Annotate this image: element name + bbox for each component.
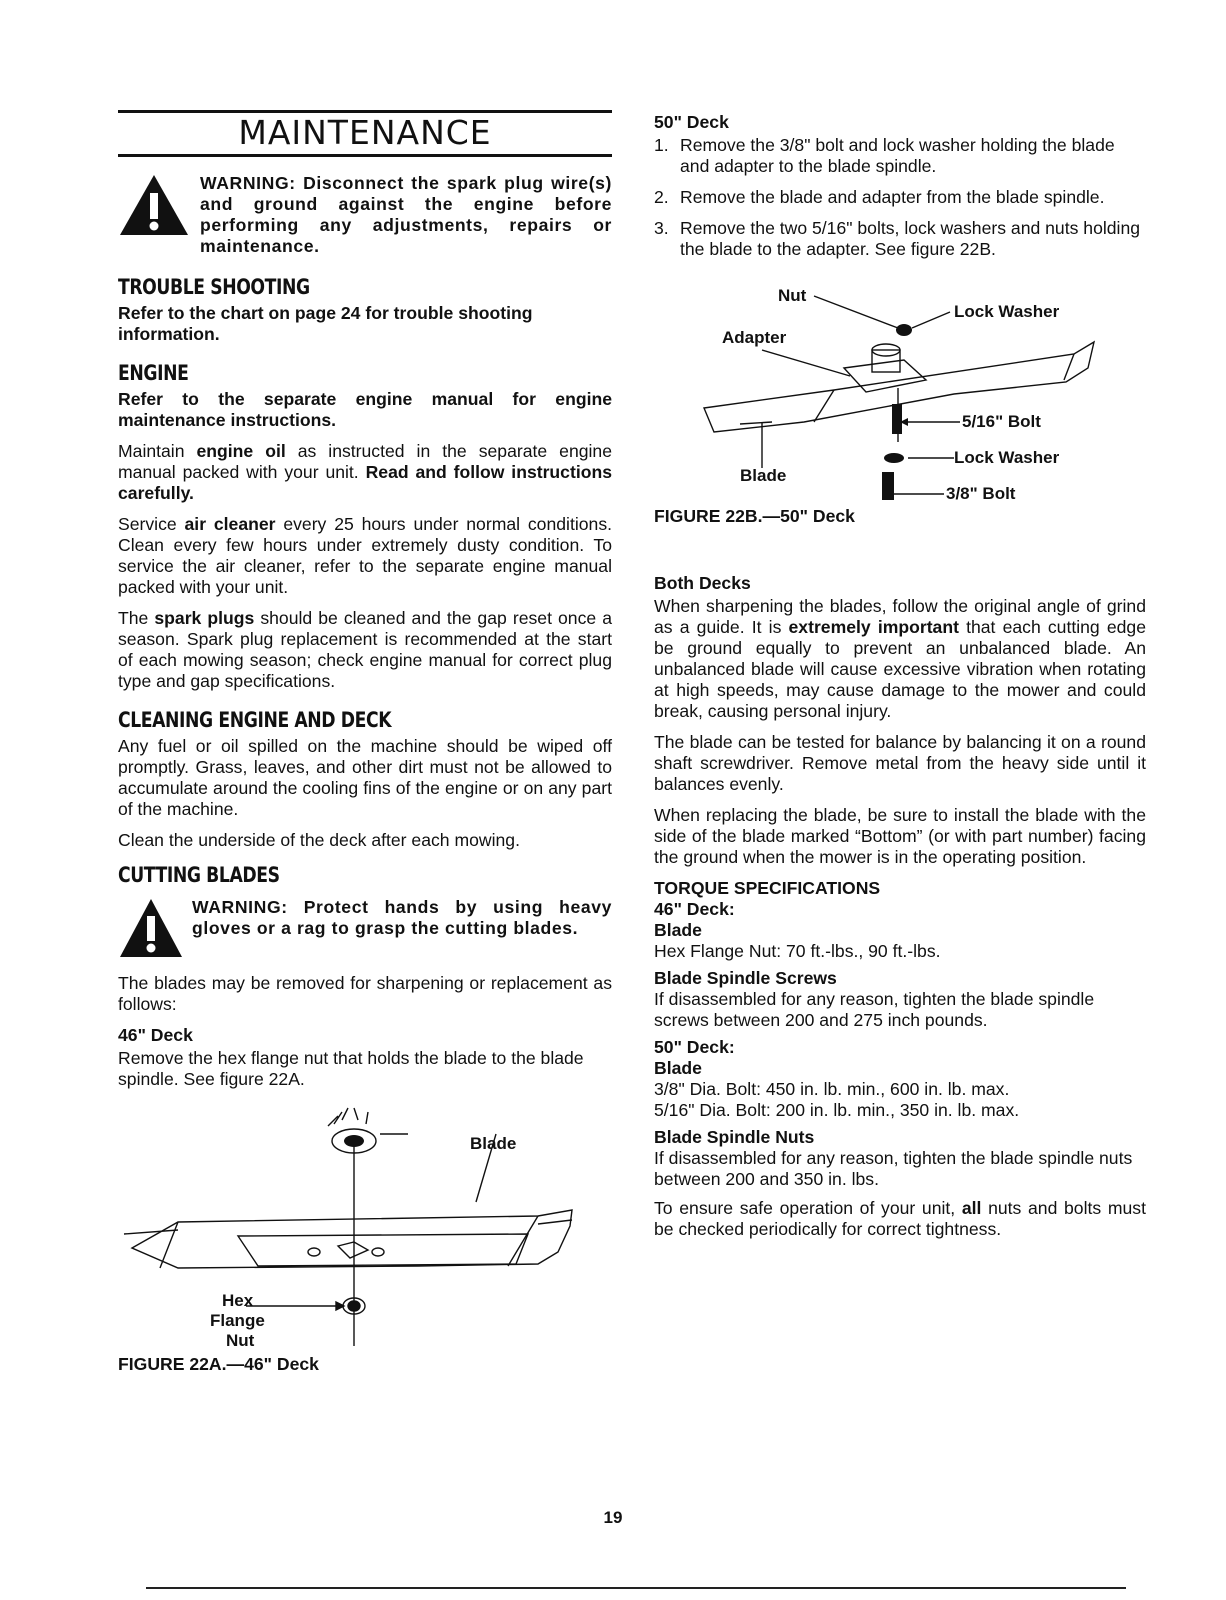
figure-22b-caption: FIGURE 22B.—50" Deck bbox=[654, 506, 855, 526]
list-item: 3. Remove the two 5/16" bolts, lock washers and nuts holding the blade to the adapter. See figure 22B. bbox=[654, 218, 1141, 259]
cleaning-heading: CLEANING ENGINE AND DECK bbox=[118, 708, 392, 732]
spindle-screws-heading: Blade Spindle Screws bbox=[654, 968, 837, 988]
fig22b-lock-washer-top-label: Lock Washer bbox=[954, 302, 1060, 321]
title-rule-bottom bbox=[118, 154, 612, 157]
fig22b-bolt38-label: 3/8" Bolt bbox=[946, 484, 1016, 503]
torque-hex-nut: Hex Flange Nut: 70 ft.-lbs., 90 ft.-lbs. bbox=[654, 941, 941, 961]
blade-46-diagram bbox=[118, 1106, 612, 1346]
fig22b-blade-label: Blade bbox=[740, 466, 787, 485]
cleaning-text: Any fuel or oil spilled on the machine should be wiped off promptly. Grass, leaves, and other dirt must not be allowed to accumulate around the cooling fins of the engine or on any part of the machine. bbox=[118, 736, 612, 819]
figure-22a bbox=[118, 1106, 612, 1350]
cutting-blades-heading: CUTTING BLADES bbox=[118, 863, 280, 887]
spindle-screws-text: If disassembled for any reason, tighten the blade spindle screws between 200 and 275 inch pounds. bbox=[654, 989, 1095, 1030]
figure-22a-caption: FIGURE 22A.—46" Deck bbox=[118, 1354, 319, 1374]
clean-underside-text: Clean the underside of the deck after each mowing. bbox=[118, 830, 520, 850]
torque-bolt-38: 3/8" Dia. Bolt: 450 in. lb. min., 600 in. lb. max. bbox=[654, 1079, 1010, 1099]
torque-50-deck: 50" Deck: bbox=[654, 1037, 735, 1057]
warning-triangle-icon bbox=[118, 173, 190, 237]
fig22b-lock-washer-label: Lock Washer bbox=[954, 448, 1060, 467]
deck-50-heading: 50" Deck bbox=[654, 112, 729, 132]
torque-46-blade: Blade bbox=[654, 920, 702, 940]
warning-gloves-text: WARNING: Protect hands by using heavy gloves or a rag to grasp the cutting blades. bbox=[192, 897, 612, 938]
final-safety-text: To ensure safe operation of your unit, all nuts and bolts must be checked periodically for correct tightness. bbox=[654, 1198, 1146, 1239]
engine-intro: Refer to the separate engine manual for engine maintenance instructions. bbox=[118, 389, 612, 430]
torque-bolt-516: 5/16" Dia. Bolt: 200 in. lb. min., 350 in. lb. max. bbox=[654, 1100, 1020, 1120]
both-decks-heading: Both Decks bbox=[654, 573, 751, 593]
air-cleaner-text: Service air cleaner every 25 hours under normal conditions. Clean every few hours under extremely dusty condition. To service the air cleaner, refer to the separate engine manual packed with your unit. bbox=[118, 514, 613, 597]
deck-50-steps bbox=[654, 135, 1146, 260]
deck-46-heading: 46" Deck bbox=[118, 1025, 193, 1045]
fig22b-adapter-label: Adapter bbox=[722, 328, 787, 347]
warning-gloves bbox=[118, 897, 612, 959]
list-item: 1. Remove the 3/8" bolt and lock washer holding the blade and adapter to the blade spindle. bbox=[654, 135, 1115, 176]
figure-22b bbox=[654, 272, 1146, 502]
fig22a-blade-label: Blade bbox=[470, 1134, 517, 1153]
fig22b-nut-label: Nut bbox=[778, 286, 807, 305]
balance-text: The blade can be tested for balance by balancing it on a round shaft screwdriver. Remove metal from the heavy side until it balances evenly. bbox=[654, 732, 1146, 794]
replacing-text: When replacing the blade, be sure to install the blade with the side of the blade marked “Bottom” (or with part number) facing the ground when the mower is in the operating position. bbox=[654, 805, 1146, 867]
torque-50-blade: Blade bbox=[654, 1058, 702, 1078]
spindle-nuts-text: If disassembled for any reason, tighten the blade spindle nuts between 200 and 350 in. lbs. bbox=[654, 1148, 1133, 1189]
fig22a-nut-label: Nut bbox=[226, 1331, 255, 1350]
trouble-shooting-heading: TROUBLE SHOOTING bbox=[118, 275, 310, 299]
page-number: 19 bbox=[603, 1508, 623, 1527]
blade-50-diagram bbox=[654, 272, 1146, 502]
torque-46-deck: 46" Deck: bbox=[654, 899, 735, 919]
list-item: 2. Remove the blade and adapter from the blade spindle. bbox=[654, 187, 1105, 207]
engine-oil-text: Maintain engine oil as instructed in the separate engine manual packed with your unit. Read and follow instructions carefully. bbox=[118, 441, 612, 503]
right-column bbox=[654, 100, 1146, 1240]
both-decks-text: When sharpening the blades, follow the original angle of grind as a guide. It is extremely important that each cutting edge be ground equally to prevent an unbalanced blade. An unbalanced blade will cause excessive vibration when rotating at high speeds, may cause damage to the mower and could break, causing personal injury. bbox=[654, 596, 1147, 721]
cutting-intro: The blades may be removed for sharpening or replacement as follows: bbox=[118, 973, 612, 1014]
fig22a-flange-label: Flange bbox=[210, 1311, 265, 1330]
deck-46-text: Remove the hex flange nut that holds the blade to the blade spindle. See figure 22A. bbox=[118, 1048, 584, 1089]
spindle-nuts-heading: Blade Spindle Nuts bbox=[654, 1127, 815, 1147]
footer-rule bbox=[146, 1587, 1126, 1589]
warning-disconnect-text: WARNING: Disconnect the spark plug wire(s) and ground against the engine before performing any adjustments, repairs or maintenance. bbox=[200, 173, 612, 256]
left-column bbox=[118, 100, 612, 1375]
spark-plugs-text: The spark plugs should be cleaned and the gap reset once a season. Spark plug replacement is recommended at the start of each mowing season; check engine manual for correct plug type and gap specifications. bbox=[118, 608, 612, 691]
engine-heading: ENGINE bbox=[118, 361, 189, 385]
page-title: MAINTENANCE bbox=[238, 113, 492, 152]
torque-heading: TORQUE SPECIFICATIONS bbox=[654, 878, 881, 898]
warning-disconnect bbox=[118, 173, 612, 257]
fig22a-hex-label: Hex bbox=[222, 1291, 254, 1310]
fig22b-bolt516-label: 5/16" Bolt bbox=[962, 412, 1041, 431]
warning-triangle-icon bbox=[118, 897, 184, 959]
trouble-shooting-text: Refer to the chart on page 24 for trouble shooting information. bbox=[118, 303, 533, 344]
